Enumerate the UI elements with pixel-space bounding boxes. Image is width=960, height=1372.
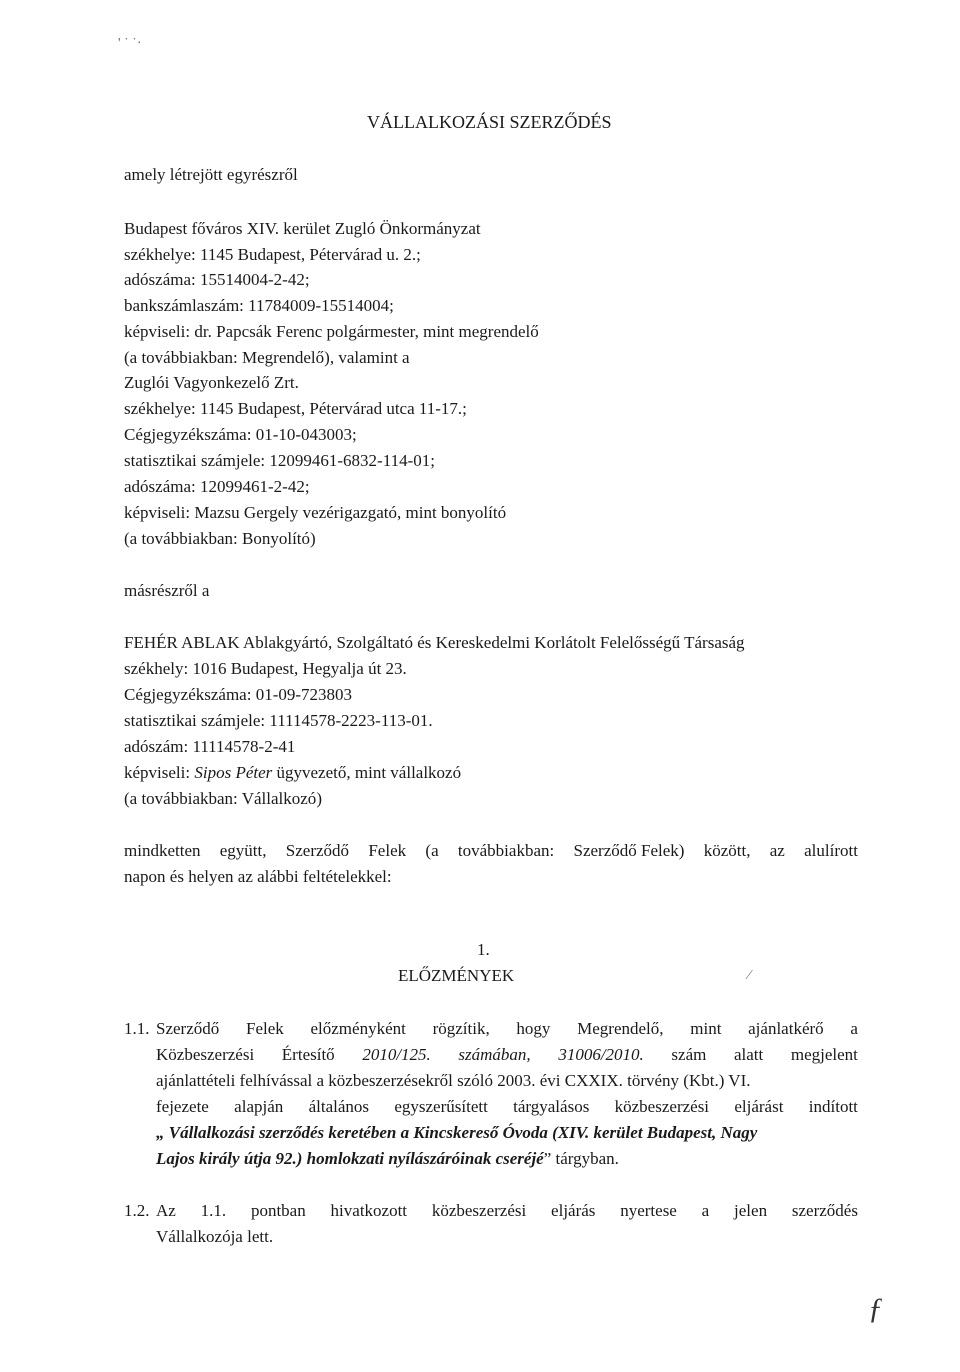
- alias-suffix: ), valamint a: [324, 348, 410, 367]
- word: pontban: [250, 1201, 306, 1220]
- word: 1.1.: [200, 1201, 227, 1220]
- word: megjelent: [790, 1045, 858, 1064]
- word: alatt: [733, 1045, 764, 1064]
- party3-stat: statisztikai számjele: 11114578-2223-113-01.: [124, 711, 433, 730]
- clause-1-1-line2: [156, 1045, 858, 1065]
- word: előzményként: [310, 1019, 406, 1038]
- party3-tax: adószám: 11114578-2-41: [124, 737, 296, 756]
- word: alulírott: [804, 841, 858, 860]
- clause-1-2-line2: Vállalkozója lett.: [156, 1227, 274, 1246]
- clause-1-2-line1: [156, 1201, 858, 1221]
- alias-prefix: (a továbbiakban:: [124, 348, 243, 367]
- intro-text: amely létrejött egyrészről: [124, 165, 298, 184]
- word: hogy: [516, 1019, 551, 1038]
- word: eljárást: [734, 1097, 784, 1116]
- alias-name: Bonyolító: [242, 529, 311, 548]
- clause-1-1-line4: [156, 1097, 858, 1117]
- other-side-text: másrészről a: [124, 581, 210, 600]
- word: tárgyalásos: [513, 1097, 590, 1116]
- word: általános: [308, 1097, 370, 1116]
- rep-suffix: ügyvezető, mint vállalkozó: [272, 763, 462, 782]
- word: rögzítik,: [432, 1019, 490, 1038]
- party1-tax: adószáma: 15514004-2-42;: [124, 270, 310, 289]
- word: a: [850, 1019, 858, 1038]
- word: Az: [156, 1201, 176, 1220]
- word: Közbeszerzési: [156, 1045, 255, 1064]
- party3-name: FEHÉR ABLAK Ablakgyártó, Szolgáltató és Kereskedelmi Korlátolt Felelősségű Társaság: [124, 633, 745, 652]
- subject-title: Lajos király útja 92.) homlokzati nyílászáróinak cseréjé: [156, 1149, 544, 1168]
- party3-alias: [124, 789, 322, 809]
- word: fejezete: [156, 1097, 209, 1116]
- party2-rep: képviseli: Mazsu Gergely vezérigazgató, mint bonyolító: [124, 503, 507, 522]
- party2-reg: Cégjegyzékszáma: 01-10-043003;: [124, 425, 357, 444]
- clause-1-1-line5: „ Vállalkozási szerződés keretében a Kincskereső Óvoda (XIV. kerület Budapest, Nagy: [156, 1123, 758, 1142]
- rep-name: Sipos Péter: [194, 763, 273, 782]
- word: mindketten: [124, 841, 201, 860]
- party1-seat: székhelye: 1145 Budapest, Pétervárad u. 2.;: [124, 245, 421, 264]
- word: között,: [703, 841, 751, 860]
- word: ajánlatkérő: [748, 1019, 824, 1038]
- word: egyszerűsített: [394, 1097, 488, 1116]
- party1-rep: képviseli: dr. Papcsák Ferenc polgármester, mint megrendelő: [124, 322, 539, 341]
- word: jelen: [734, 1201, 768, 1220]
- alias-suffix: ): [316, 789, 322, 808]
- word: közbeszerzési: [431, 1201, 527, 1220]
- alias-name: Megrendelő: [242, 348, 325, 367]
- word: alapján: [234, 1097, 284, 1116]
- word: (a: [425, 841, 439, 860]
- party1-bank: bankszámlaszám: 11784009-15514004;: [124, 296, 394, 315]
- word: közbeszerzési: [614, 1097, 710, 1116]
- party1-alias: [124, 348, 410, 368]
- word: Szerződő: [285, 841, 350, 860]
- clause-1-1-number: 1.1.: [124, 1019, 150, 1038]
- word: szám: [671, 1045, 707, 1064]
- clause-1-2-number: 1.2.: [124, 1201, 150, 1220]
- party2-seat: székhelye: 1145 Budapest, Pétervárad utca 11-17.;: [124, 399, 467, 418]
- word: továbbiakban:: [457, 841, 555, 860]
- word: Szerződő Felek): [573, 841, 685, 860]
- word: Felek: [368, 841, 407, 860]
- clause-1-1-line6: [156, 1149, 619, 1169]
- word: a: [701, 1201, 710, 1220]
- word: Megrendelő,: [577, 1019, 664, 1038]
- party2-name: Zuglói Vagyonkezelő Zrt.: [124, 373, 299, 392]
- word: szerződés: [791, 1201, 858, 1220]
- word: mint: [690, 1019, 722, 1038]
- word: Értesítő: [281, 1045, 335, 1064]
- alias-name: Vállalkozó: [241, 789, 317, 808]
- party3-reg: Cégjegyzékszáma: 01-09-723803: [124, 685, 353, 704]
- section-title: ELŐZMÉNYEK: [398, 966, 515, 985]
- word: nyertese: [620, 1201, 677, 1220]
- word: 2010/125.: [362, 1045, 431, 1064]
- party1-name: Budapest főváros XIV. kerület Zugló Önkormányzat: [124, 219, 481, 238]
- word: hivatkozott: [330, 1201, 408, 1220]
- word: számában,: [458, 1045, 531, 1064]
- initials-signature: ƒ: [868, 1292, 883, 1325]
- alias-suffix: ): [310, 529, 316, 548]
- party2-alias: [124, 529, 316, 549]
- word: 31006/2010.: [558, 1045, 644, 1064]
- document-title: VÁLLALKOZÁSI SZERZŐDÉS: [367, 112, 612, 132]
- word: Felek: [245, 1019, 284, 1038]
- party3-rep: [124, 763, 461, 783]
- party2-tax: adószáma: 12099461-2-42;: [124, 477, 310, 496]
- clause-1-1-line1: [156, 1019, 858, 1039]
- alias-prefix: (a továbbiakban:: [124, 529, 243, 548]
- word: együtt,: [219, 841, 267, 860]
- word: az: [769, 841, 785, 860]
- alias-prefix: (a továbbiakban:: [124, 789, 242, 808]
- section-number: 1.: [477, 940, 490, 959]
- scan-speck: ⁄: [748, 968, 751, 983]
- word: eljárás: [551, 1201, 596, 1220]
- party3-seat: székhely: 1016 Budapest, Hegyalja út 23.: [124, 659, 407, 678]
- clause-1-1-line3: ajánlattételi felhívással a közbeszerzésekről szóló 2003. évi CXXIX. törvény (Kbt.) VI.: [156, 1071, 751, 1090]
- joint-statement-line2: napon és helyen az alábbi feltételekkel:: [124, 867, 392, 886]
- word: indított: [808, 1097, 858, 1116]
- scan-speck: ' ˙ ˙·: [118, 36, 142, 51]
- subject-suffix: ” tárgyban.: [543, 1149, 619, 1168]
- joint-statement-line1: [124, 841, 858, 861]
- rep-prefix: képviseli:: [124, 763, 195, 782]
- word: Szerződő: [156, 1019, 220, 1038]
- party2-stat: statisztikai számjele: 12099461-6832-114-01;: [124, 451, 435, 470]
